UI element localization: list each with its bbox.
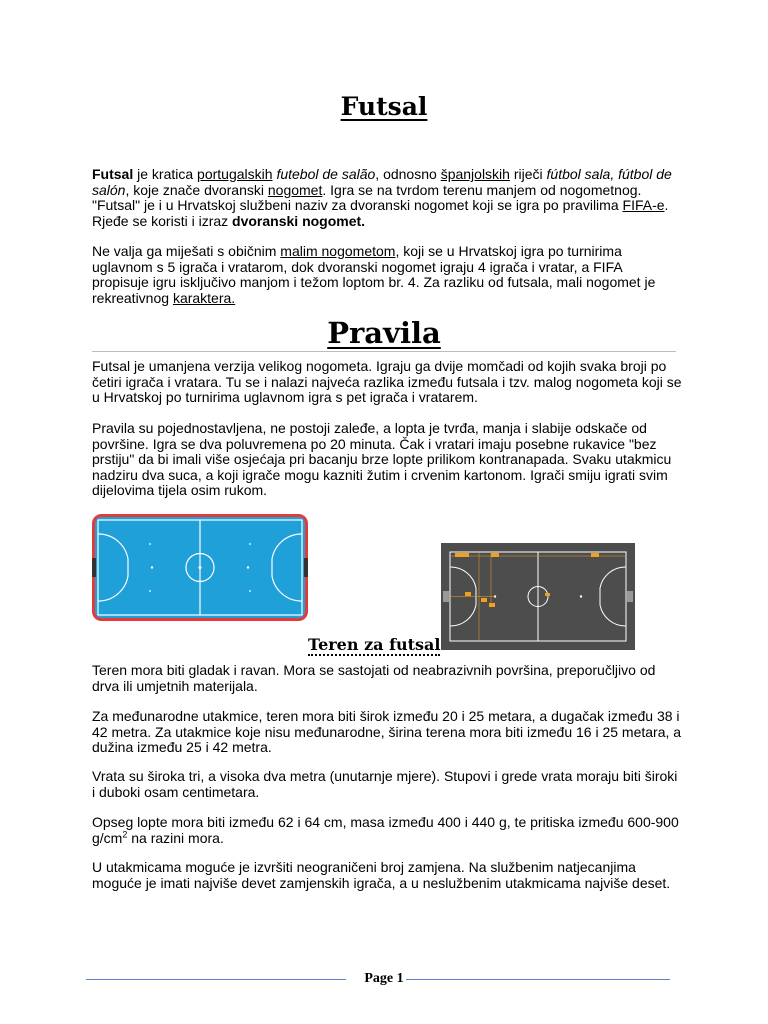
section-heading-pravila (0, 316, 768, 350)
field-paragraph-5 (92, 860, 682, 891)
superscript-2: 2 (122, 828, 128, 839)
link-fifa[interactable]: FIFA-e (622, 197, 665, 213)
field-paragraph-2 (92, 709, 682, 756)
rules-paragraph-1 (92, 359, 682, 406)
para-text: , koji se u Hrvatskoj igra po turnirima uglavnom s 5 igrača i vratarom, dok dvoranski nogomet igraju 4 igrača i vratar, a FIFA propisuje igru isključivo manjom i težom loptom br. 4. Za razliku od futsala, mali nogomet je rekreativnog (92, 243, 656, 306)
field-text-2: Za međunarodne utakmice, teren mora biti širok između 20 i 25 metara, a dugačak između 38 i 42 metra. Za utakmice koje nisu međunarodne, širina terena mora biti između 16 i 25 metara, a dužina između 25 i 42 metra. (92, 708, 682, 755)
para-text: Ne valja ga miješati s običnim (92, 243, 281, 259)
field-text-5: U utakmicama moguće je izvršiti neograničeni broj zamjena. Na službenim natjecanjima moguće je imati najviše devet zamjenskih igrača, a u neslužbenim utakmicama najviše deset. (92, 859, 671, 891)
link-karaktera[interactable]: karaktera. (172, 289, 236, 306)
link-nogomet[interactable]: nogomet (267, 181, 323, 198)
field-paragraph-3 (92, 769, 682, 800)
intro-portuguese-term: futebol de salão (276, 166, 376, 182)
link-spanjolskih[interactable]: španjolskih (440, 166, 510, 182)
section-heading-text: Pravila (327, 316, 441, 350)
link-portugalskih[interactable]: portugalskih (197, 166, 273, 182)
intro-term: Futsal (92, 166, 134, 182)
intro-text: , odnosno (375, 166, 441, 182)
intro-text: je kratica (133, 166, 198, 182)
page-number: Page 1 (364, 971, 404, 986)
intro-text: . Igra se na tvrdom terenu manjem od nogometnog. "Futsal" je i u Hrvatskoj službeni naziv za dvoranski nogomet koji se igra po pravilima (92, 181, 642, 213)
title-text: Futsal (340, 92, 428, 121)
intro-spanish-term: fútbol sala, fútbol de salón (92, 166, 672, 198)
field-paragraph-1 (92, 663, 682, 694)
intro-text: riječi (509, 166, 547, 182)
rules-paragraph-2 (92, 421, 682, 499)
futsal-court-diagram-blue (92, 514, 308, 621)
paragraph-mali-nogomet (92, 244, 682, 306)
intro-bold-term: dvoranski nogomet. (232, 212, 366, 229)
intro-text: . Rjeđe se koristi i izraz (92, 197, 669, 229)
intro-text: , koje znače dvoranski (125, 181, 268, 198)
document-title (0, 92, 768, 121)
field-text-4-end: na razini mora. (127, 829, 224, 846)
futsal-court-diagram-dimensions (441, 543, 635, 650)
field-paragraph-4 (92, 815, 682, 846)
heading-divider (92, 351, 676, 352)
field-text-3: Vrata su široka tri, a visoka dva metra (unutarnje mjere). Stupovi i grede vrata moraju biti široki i duboki osam centimetara. (92, 768, 678, 800)
field-text-1: Teren mora biti gladak i ravan. Mora se sastojati od neabrazivnih površina, preporučljivo od drva ili umjetnih materijala. (92, 662, 656, 694)
field-text-4: Opseg lopte mora biti između 62 i 64 cm, masa između 400 i 440 g, te pritiska između 600-900 g/cm (92, 814, 679, 846)
figure-caption: Teren za futsal (308, 635, 441, 654)
intro-paragraph (92, 167, 682, 229)
link-mali-nogomet[interactable]: malim nogometom (280, 243, 396, 259)
rules-text-2: Pravila su pojednostavljena, ne postoji zaleđe, a lopta je tvrđa, manja i slabije odskače od površine. Igra se dva poluvremena po 20 minuta. Čak i vratari imaju posebne rukavice "bez prstiju" da bi imali više osjećaja pri bacanju brze lopte prilikom kontranapada. Svaku utakmicu nadziru dva suca, a koji igrače mogu kazniti žutim i crvenim kartonom. Igrači smiju igrati svim dijelovima tijela osim rukom. (92, 420, 672, 498)
rules-text-1: Futsal je umanjena verzija velikog nogometa. Igraju ga dvije momčadi od kojih svaka broji po četiri igrača i vratara. Tu se i nalazi najveća razlika između futsala i tzv. malog nogometa koji se u Hrvatskoj po turnirima uglavnom igra s pet igrača i vratarem. (92, 358, 682, 405)
